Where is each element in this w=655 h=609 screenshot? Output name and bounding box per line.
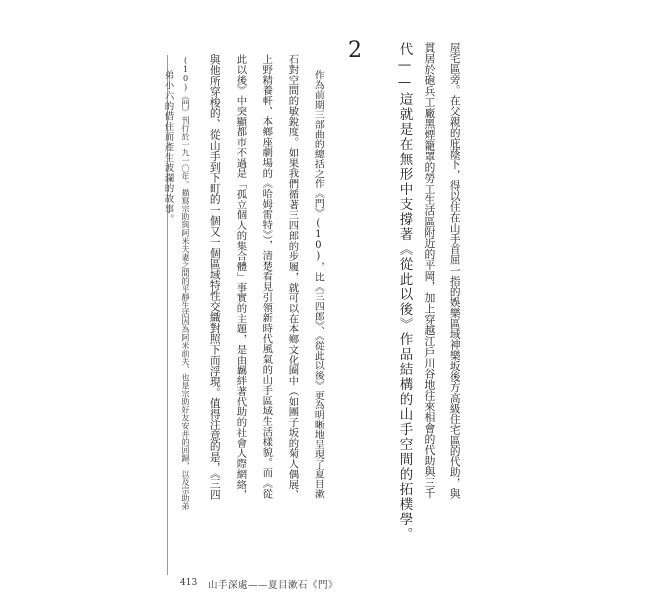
footnote-line-2: 弟小六的借住而產生波瀾的故事。 <box>162 70 174 225</box>
paragraph-top-line-2: 貫居於砲兵工廠黑煙籠罩的勞工生活區附近的平岡，加上穿越江戶川谷地往來相會的代助與三千 <box>422 42 436 499</box>
paragraph-main-line-1: 作為前期三部曲的總括之作《門》(10)，比《三四郎》、《從此以後》更為明晰地呈現了夏目漱 <box>312 70 324 499</box>
section-number: 2 <box>348 38 362 63</box>
running-head: 山手深處——夏目漱石《門》 <box>208 580 339 591</box>
paragraph-main-line-2: 石對空間的敏銳度。如果我們循著三四郎的步履，就可以在本鄉文化圈中（如團子坂的菊人偶展、 <box>286 54 299 500</box>
paragraph-main-line-5: 與他所穿梭的、從山手到下町的一個又一個區域特性交織對照下而浮現。值得注意的是，《三四 <box>208 54 222 500</box>
paragraph-top-line-1: 屋宅區旁。在父親的庇蔭下，得以住在山手首屈一指的娛樂區域神樂坂後方高級住宅區的代助，與 <box>448 42 462 499</box>
paragraph-main-line-4: 此以後》中突顯都市不過是「孤立個人的集合體」事實的主題，是由羈絆著代助的社會人際網絡， <box>234 54 247 500</box>
paragraph-main-line-3: 上野精養軒、本鄉座劇場的《哈姆雷特》），清楚看見引領新時代風氣的山手區域生活樣貌。而《從 <box>260 54 273 499</box>
page-number: 413 <box>180 578 198 588</box>
footnote-line-1: (10)《門》刊行於一九一〇年。描寫宗助與阿米夫妻之間的平靜生活因為阿米前夫、也是宗助好友安井的回歸，以及宗助弟 <box>181 56 191 511</box>
paragraph-top-line-3: 代——這就是在無形中支撐著《從此以後》作品結構的山手空間的拓樸學。 <box>396 42 413 542</box>
